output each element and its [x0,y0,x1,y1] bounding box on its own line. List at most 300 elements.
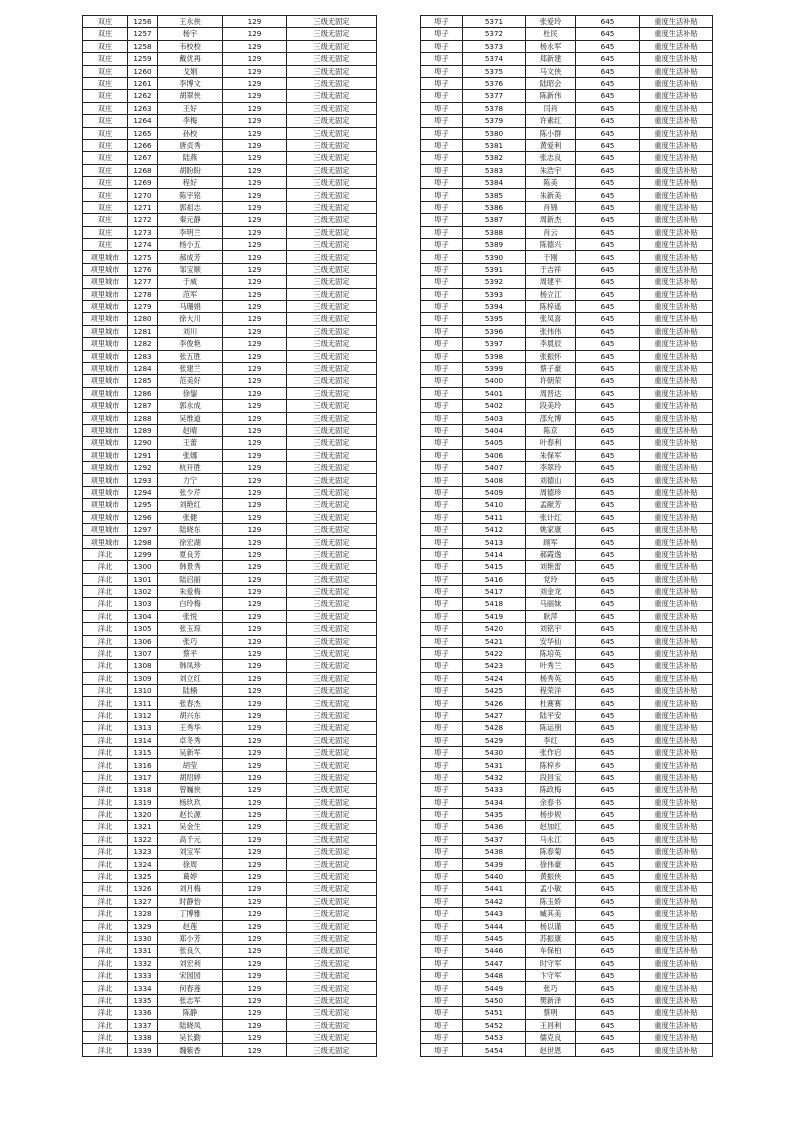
status-cell: 三级无固定 [287,325,377,337]
serial-cell: 5394 [463,300,526,312]
serial-cell: 5390 [463,251,526,263]
name-cell: 杨以谨 [526,920,576,932]
serial-cell: 5401 [463,387,526,399]
town-cell: 洋北 [83,970,128,982]
serial-cell: 5415 [463,561,526,573]
town-cell: 双庄 [83,239,128,251]
amount-cell: 645 [576,325,640,337]
status-cell: 重度生活补贴 [640,883,713,895]
amount-cell: 129 [223,982,287,994]
serial-cell: 5404 [463,424,526,436]
town-cell: 埠子 [421,536,463,548]
serial-cell: 1268 [128,164,158,176]
name-cell: 刘艳雷 [526,561,576,573]
serial-cell: 1264 [128,115,158,127]
status-cell: 重度生活补贴 [640,734,713,746]
name-cell: 胡盼盼 [158,164,223,176]
table-row [83,288,377,300]
table-row [421,858,713,870]
town-cell: 双庄 [83,139,128,151]
table-row [421,573,713,585]
name-cell: 时守军 [526,957,576,969]
serial-cell: 1258 [128,40,158,52]
amount-cell: 645 [576,573,640,585]
town-cell: 埠子 [421,462,463,474]
amount-cell: 645 [576,932,640,944]
name-cell: 宋园园 [158,970,223,982]
town-cell: 埠子 [421,77,463,89]
town-cell: 洋北 [83,697,128,709]
table-row [421,313,713,325]
serial-cell: 5406 [463,449,526,461]
amount-cell: 645 [576,709,640,721]
serial-cell: 5423 [463,660,526,672]
table-row [421,585,713,597]
name-cell: 徐鋆 [158,387,223,399]
amount-cell: 645 [576,152,640,164]
town-cell: 埠子 [421,908,463,920]
serial-cell: 1263 [128,102,158,114]
table-row [421,771,713,783]
table-row [83,189,377,201]
serial-cell: 5374 [463,53,526,65]
town-cell: 埠子 [421,697,463,709]
status-cell: 重度生活补贴 [640,40,713,52]
town-cell: 项里城市 [83,300,128,312]
status-cell: 三级无固定 [287,697,377,709]
amount-cell: 129 [223,635,287,647]
table-row [83,437,377,449]
town-cell: 洋北 [83,598,128,610]
serial-cell: 1307 [128,647,158,659]
amount-cell: 129 [223,300,287,312]
amount-cell: 129 [223,759,287,771]
serial-cell: 5439 [463,858,526,870]
amount-cell: 645 [576,387,640,399]
status-cell: 重度生活补贴 [640,970,713,982]
town-cell: 洋北 [83,982,128,994]
status-cell: 重度生活补贴 [640,895,713,907]
town-cell: 双庄 [83,77,128,89]
name-cell: 顾军 [526,536,576,548]
amount-cell: 645 [576,77,640,89]
amount-cell: 129 [223,16,287,28]
amount-cell: 645 [576,412,640,424]
right-table-body [421,16,713,1057]
amount-cell: 129 [223,796,287,808]
serial-cell: 1322 [128,833,158,845]
name-cell: 力宁 [158,474,223,486]
table-row [83,945,377,957]
name-cell: 徐伟豪 [526,858,576,870]
amount-cell: 129 [223,846,287,858]
table-row [421,561,713,573]
town-cell: 双庄 [83,226,128,238]
serial-cell: 1325 [128,870,158,882]
serial-cell: 5433 [463,784,526,796]
table-row [421,759,713,771]
table-row [83,970,377,982]
table-row [421,932,713,944]
table-row [83,65,377,77]
town-cell: 埠子 [421,1007,463,1019]
serial-cell: 1260 [128,65,158,77]
serial-cell: 1281 [128,325,158,337]
amount-cell: 129 [223,164,287,176]
name-cell: 陈运朋 [526,722,576,734]
amount-cell: 129 [223,1007,287,1019]
serial-cell: 5424 [463,672,526,684]
amount-cell: 645 [576,970,640,982]
town-cell: 项里城市 [83,437,128,449]
amount-cell: 129 [223,821,287,833]
town-cell: 洋北 [83,623,128,635]
name-cell: 杜民 [526,28,576,40]
amount-cell: 645 [576,548,640,560]
table-row [421,387,713,399]
town-cell: 洋北 [83,561,128,573]
town-cell: 埠子 [421,437,463,449]
status-cell: 三级无固定 [287,833,377,845]
status-cell: 重度生活补贴 [640,251,713,263]
serial-cell: 5447 [463,957,526,969]
status-cell: 三级无固定 [287,994,377,1006]
town-cell: 洋北 [83,747,128,759]
amount-cell: 645 [576,263,640,275]
name-cell: 黄振侠 [526,870,576,882]
amount-cell: 645 [576,524,640,536]
amount-cell: 129 [223,350,287,362]
table-row [83,449,377,461]
status-cell: 三级无固定 [287,251,377,263]
status-cell: 三级无固定 [287,28,377,40]
serial-cell: 1266 [128,139,158,151]
serial-cell: 5440 [463,870,526,882]
status-cell: 三级无固定 [287,598,377,610]
town-cell: 项里城市 [83,400,128,412]
town-cell: 埠子 [421,449,463,461]
amount-cell: 129 [223,598,287,610]
serial-cell: 1275 [128,251,158,263]
serial-cell: 5383 [463,164,526,176]
serial-cell: 1312 [128,709,158,721]
name-cell: 叶春利 [526,437,576,449]
town-cell: 埠子 [421,982,463,994]
town-cell: 项里城市 [83,338,128,350]
status-cell: 三级无固定 [287,127,377,139]
name-cell: 王好 [158,102,223,114]
name-cell: 姚家康 [526,524,576,536]
town-cell: 埠子 [421,809,463,821]
amount-cell: 129 [223,908,287,920]
table-row [83,263,377,275]
table-row [83,932,377,944]
status-cell: 重度生活补贴 [640,499,713,511]
name-cell: 胡绍婷 [158,771,223,783]
status-cell: 重度生活补贴 [640,635,713,647]
town-cell: 埠子 [421,771,463,783]
serial-cell: 5414 [463,548,526,560]
table-row [421,610,713,622]
town-cell: 埠子 [421,350,463,362]
town-cell: 埠子 [421,883,463,895]
town-cell: 双庄 [83,177,128,189]
status-cell: 三级无固定 [287,102,377,114]
name-cell: 许朝荣 [526,375,576,387]
serial-cell: 1279 [128,300,158,312]
status-cell: 重度生活补贴 [640,920,713,932]
amount-cell: 129 [223,747,287,759]
town-cell: 埠子 [421,28,463,40]
table-row [421,1007,713,1019]
town-cell: 项里城市 [83,251,128,263]
serial-cell: 1271 [128,201,158,213]
name-cell: 高千元 [158,833,223,845]
status-cell: 三级无固定 [287,139,377,151]
status-cell: 重度生活补贴 [640,424,713,436]
table-row [421,833,713,845]
table-row [83,350,377,362]
table-row [83,115,377,127]
amount-cell: 129 [223,734,287,746]
status-cell: 重度生活补贴 [640,164,713,176]
amount-cell: 129 [223,499,287,511]
name-cell: 邵允博 [526,412,576,424]
town-cell: 项里城市 [83,325,128,337]
status-cell: 重度生活补贴 [640,362,713,374]
table-row [421,499,713,511]
status-cell: 三级无固定 [287,499,377,511]
amount-cell: 129 [223,276,287,288]
amount-cell: 645 [576,1032,640,1044]
table-row [83,1007,377,1019]
name-cell: 刘立红 [158,672,223,684]
serial-cell: 1336 [128,1007,158,1019]
serial-cell: 1332 [128,957,158,969]
town-cell: 双庄 [83,90,128,102]
amount-cell: 129 [223,858,287,870]
town-cell: 洋北 [83,734,128,746]
town-cell: 洋北 [83,647,128,659]
serial-cell: 5453 [463,1032,526,1044]
amount-cell: 645 [576,908,640,920]
status-cell: 重度生活补贴 [640,672,713,684]
status-cell: 重度生活补贴 [640,747,713,759]
status-cell: 三级无固定 [287,338,377,350]
status-cell: 重度生活补贴 [640,573,713,585]
status-cell: 重度生活补贴 [640,771,713,783]
status-cell: 三级无固定 [287,895,377,907]
status-cell: 三级无固定 [287,957,377,969]
table-row [421,945,713,957]
status-cell: 重度生活补贴 [640,387,713,399]
town-cell: 项里城市 [83,462,128,474]
status-cell: 重度生活补贴 [640,437,713,449]
status-cell: 重度生活补贴 [640,313,713,325]
table-row [83,325,377,337]
serial-cell: 5410 [463,499,526,511]
town-cell: 埠子 [421,139,463,151]
amount-cell: 129 [223,362,287,374]
amount-cell: 645 [576,697,640,709]
status-cell: 重度生活补贴 [640,647,713,659]
town-cell: 洋北 [83,759,128,771]
name-cell: 朱浩宇 [526,164,576,176]
town-cell: 埠子 [421,759,463,771]
name-cell: 李梅 [158,115,223,127]
amount-cell: 645 [576,437,640,449]
amount-cell: 129 [223,387,287,399]
status-cell: 三级无固定 [287,809,377,821]
table-row [83,784,377,796]
town-cell: 埠子 [421,239,463,251]
town-cell: 洋北 [83,548,128,560]
name-cell: 李红 [526,734,576,746]
amount-cell: 129 [223,90,287,102]
name-cell: 耿萍 [526,610,576,622]
table-row [83,164,377,176]
town-cell: 埠子 [421,548,463,560]
status-cell: 重度生活补贴 [640,982,713,994]
amount-cell: 129 [223,338,287,350]
amount-cell: 129 [223,152,287,164]
serial-cell: 1308 [128,660,158,672]
serial-cell: 1300 [128,561,158,573]
serial-cell: 5412 [463,524,526,536]
table-row [421,276,713,288]
name-cell: 徐宏湖 [158,536,223,548]
serial-cell: 1334 [128,982,158,994]
amount-cell: 129 [223,462,287,474]
serial-cell: 5396 [463,325,526,337]
status-cell: 三级无固定 [287,883,377,895]
amount-cell: 645 [576,251,640,263]
name-cell: 郭永成 [158,400,223,412]
status-cell: 三级无固定 [287,784,377,796]
serial-cell: 1305 [128,623,158,635]
serial-cell: 5379 [463,115,526,127]
table-row [421,16,713,28]
name-cell: 陈小群 [526,127,576,139]
name-cell: 陆昭会 [526,77,576,89]
town-cell: 埠子 [421,474,463,486]
name-cell: 张志良 [526,152,576,164]
amount-cell: 129 [223,685,287,697]
table-row [83,40,377,52]
town-cell: 埠子 [421,734,463,746]
name-cell: 夏良芳 [158,548,223,560]
town-cell: 埠子 [421,90,463,102]
table-row [83,734,377,746]
status-cell: 重度生活补贴 [640,77,713,89]
status-cell: 重度生活补贴 [640,796,713,808]
town-cell: 洋北 [83,870,128,882]
name-cell: 党玲 [526,573,576,585]
amount-cell: 129 [223,524,287,536]
table-row [83,462,377,474]
status-cell: 三级无固定 [287,350,377,362]
name-cell: 于刚 [526,251,576,263]
serial-cell: 5417 [463,585,526,597]
name-cell: 张伟伟 [526,325,576,337]
amount-cell: 129 [223,177,287,189]
amount-cell: 129 [223,77,287,89]
serial-cell: 5425 [463,685,526,697]
table-row [83,474,377,486]
table-row [421,598,713,610]
table-row [421,474,713,486]
amount-cell: 129 [223,585,287,597]
amount-cell: 129 [223,226,287,238]
amount-cell: 645 [576,276,640,288]
amount-cell: 129 [223,660,287,672]
serial-cell: 1310 [128,685,158,697]
amount-cell: 645 [576,486,640,498]
name-cell: 杭开胜 [158,462,223,474]
table-row [83,400,377,412]
amount-cell: 645 [576,846,640,858]
status-cell: 重度生活补贴 [640,28,713,40]
status-cell: 重度生活补贴 [640,375,713,387]
town-cell: 洋北 [83,610,128,622]
serial-cell: 1288 [128,412,158,424]
amount-cell: 645 [576,623,640,635]
name-cell: 于威 [158,276,223,288]
status-cell: 三级无固定 [287,412,377,424]
table-row [83,214,377,226]
status-cell: 三级无固定 [287,511,377,523]
serial-cell: 5426 [463,697,526,709]
town-cell: 埠子 [421,313,463,325]
serial-cell: 5448 [463,970,526,982]
town-cell: 双庄 [83,201,128,213]
amount-cell: 645 [576,189,640,201]
table-row [83,251,377,263]
amount-cell: 129 [223,573,287,585]
name-cell: 闫肖 [526,102,576,114]
status-cell: 重度生活补贴 [640,759,713,771]
name-cell: 卞守军 [526,970,576,982]
serial-cell: 1267 [128,152,158,164]
table-row [83,895,377,907]
amount-cell: 645 [576,338,640,350]
status-cell: 三级无固定 [287,747,377,759]
amount-cell: 645 [576,300,640,312]
serial-cell: 5409 [463,486,526,498]
serial-cell: 1276 [128,263,158,275]
name-cell: 周德珍 [526,486,576,498]
town-cell: 埠子 [421,127,463,139]
amount-cell: 645 [576,115,640,127]
table-row [421,747,713,759]
table-row [421,920,713,932]
serial-cell: 1295 [128,499,158,511]
table-row [421,957,713,969]
town-cell: 埠子 [421,672,463,684]
table-row [83,635,377,647]
name-cell: 马丽妹 [526,598,576,610]
amount-cell: 129 [223,474,287,486]
town-cell: 项里城市 [83,511,128,523]
status-cell: 三级无固定 [287,982,377,994]
serial-cell: 1311 [128,697,158,709]
serial-cell: 1319 [128,796,158,808]
name-cell: 叶秀兰 [526,660,576,672]
amount-cell: 129 [223,102,287,114]
amount-cell: 129 [223,623,287,635]
serial-cell: 1282 [128,338,158,350]
serial-cell: 1277 [128,276,158,288]
